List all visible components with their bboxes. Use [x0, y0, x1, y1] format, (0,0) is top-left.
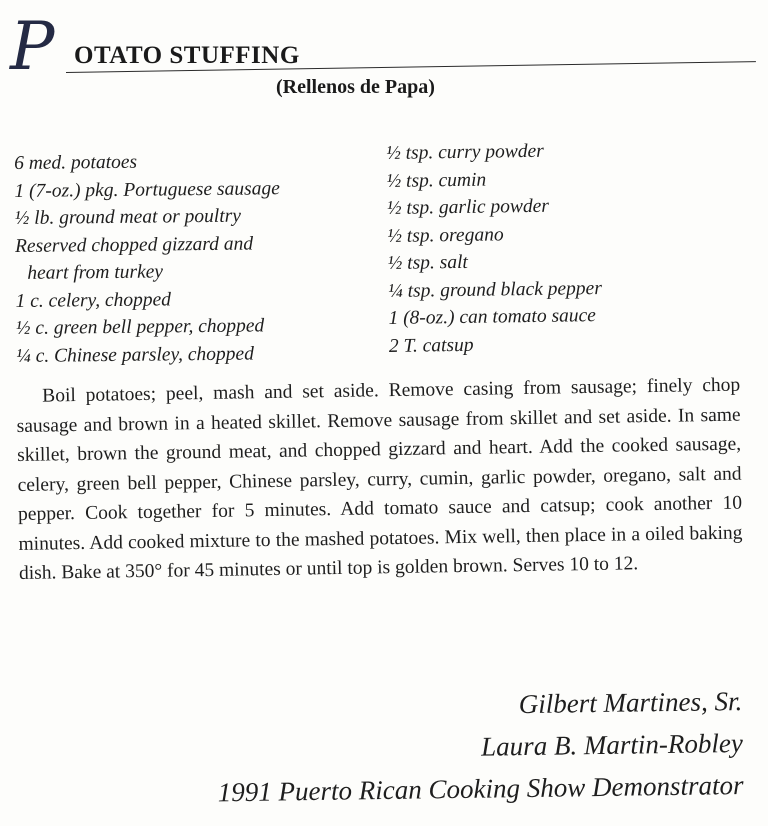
ingredient-item: 1 (8-oz.) can tomato sauce [388, 305, 597, 329]
ingredients-right-column [386, 135, 749, 360]
contributors-block [42, 680, 744, 816]
ingredient-item: ¼ tsp. ground black pepper [387, 277, 602, 302]
ingredients-left-column [14, 146, 376, 370]
ingredient-item: 1 c. celery, chopped [15, 288, 172, 312]
ingredient-item: ½ c. green bell pepper, chopped [15, 315, 265, 339]
recipe-subtitle: (Rellenos de Papa) [276, 76, 435, 98]
ingredient-item: 2 T. catsup [388, 334, 474, 357]
ingredient-item: ½ tsp. cumin [386, 169, 487, 192]
contributor-credit: 1991 Puerto Rican Cooking Show Demonstrator [217, 769, 744, 808]
ingredient-item: 1 (7-oz.) pkg. Portuguese sausage [14, 177, 280, 202]
ingredient-item: ½ lb. ground meat or poultry [14, 205, 242, 229]
contributor-name: Gilbert Martines, Sr. [518, 685, 743, 720]
title-drop-cap: P [10, 8, 55, 85]
ingredient-item: ½ tsp. salt [387, 251, 469, 274]
title-text: OTATO STUFFING [74, 42, 300, 69]
ingredient-item: ½ tsp. curry powder [386, 140, 544, 164]
ingredient-item: ¼ c. Chinese parsley, chopped [16, 342, 255, 367]
ingredient-item: heart from turkey [27, 261, 164, 284]
method-paragraph: Boil potatoes; peel, mash and set aside. Remove casing from sausage; finely chop sausage and brown in a heated skillet. Remove sausage from skillet and set aside. In same skillet, brown the ground meat, and chopped gizzard and heart. Add the cooked sausage, celery, green bell pepper, Chinese parsley, curry, cumin, garlic powder, oregano, salt and pepper. Cook together for 5 minutes. Add tomato sauce and catsup; cook another 10 minutes. Add cooked mixture to the mashed potatoes. Mix well, then place in a oiled baking dish. Bake at 350° for 45 minutes or until top is golden brown. Serves 10 to 12. [16, 374, 743, 584]
ingredient-item: Reserved chopped gizzard and [14, 233, 254, 257]
ingredient-item: ½ tsp. garlic powder [386, 195, 550, 219]
ingredient-item: 6 med. potatoes [14, 151, 138, 174]
method-block [16, 371, 743, 589]
contributor-name: Laura B. Martin-Robley [480, 727, 744, 762]
recipe-title [10, 8, 750, 85]
ingredient-item: ½ tsp. oregano [387, 223, 504, 247]
